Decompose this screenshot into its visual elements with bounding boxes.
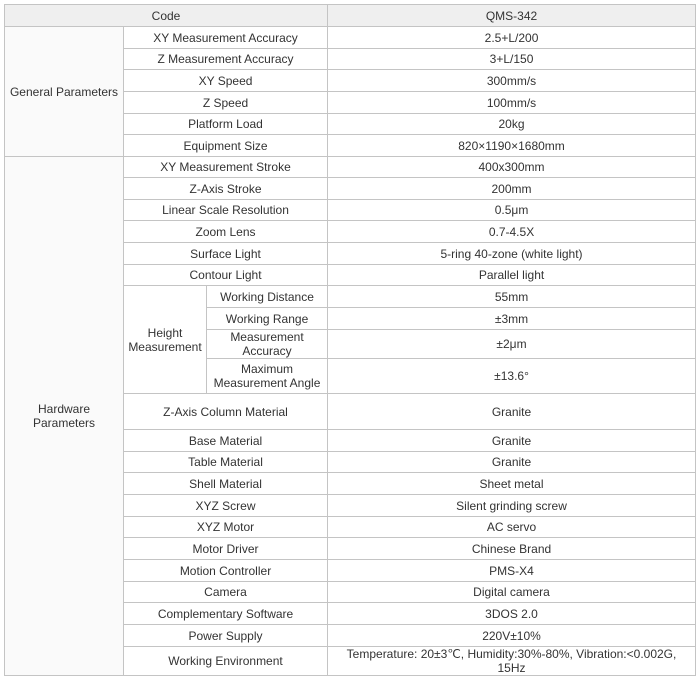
parameter-label: Contour Light — [124, 265, 328, 286]
header-label: Code — [5, 5, 328, 27]
parameter-value: Granite — [328, 430, 696, 452]
parameter-label: Motion Controller — [124, 560, 328, 582]
parameter-label: Equipment Size — [124, 135, 328, 157]
parameter-value: Temperature: 20±3℃, Humidity:30%-80%, Vibration:<0.002G, 15Hz — [328, 647, 696, 676]
parameter-value: ±2μm — [328, 330, 696, 359]
group-label: Hardware Parameters — [5, 157, 124, 676]
parameter-value: ±3mm — [328, 308, 696, 330]
parameter-value: Sheet metal — [328, 473, 696, 495]
parameter-value: 3+L/150 — [328, 49, 696, 70]
parameter-value: 55mm — [328, 286, 696, 308]
parameter-label: Zoom Lens — [124, 221, 328, 243]
header-value: QMS-342 — [328, 5, 696, 27]
parameter-value: 3DOS 2.0 — [328, 603, 696, 625]
parameter-value: Granite — [328, 394, 696, 430]
table-row — [5, 27, 696, 49]
parameter-value: 0.7-4.5X — [328, 221, 696, 243]
parameter-label: Z Measurement Accuracy — [124, 49, 328, 70]
parameter-value: 100mm/s — [328, 92, 696, 114]
parameter-label: Table Material — [124, 452, 328, 473]
parameter-value: 20kg — [328, 114, 696, 135]
parameter-label: Shell Material — [124, 473, 328, 495]
parameter-value: 0.5μm — [328, 200, 696, 221]
parameter-value: 2.5+L/200 — [328, 27, 696, 49]
group-label: General Parameters — [5, 27, 124, 157]
parameter-value: Digital camera — [328, 582, 696, 603]
parameter-label: XYZ Screw — [124, 495, 328, 517]
parameter-label: Measurement Accuracy — [207, 330, 328, 359]
parameter-value: 300mm/s — [328, 70, 696, 92]
parameter-label: XY Measurement Stroke — [124, 157, 328, 178]
parameter-label: Working Environment — [124, 647, 328, 676]
parameter-value: Parallel light — [328, 265, 696, 286]
parameter-label: XY Measurement Accuracy — [124, 27, 328, 49]
parameter-label: XYZ Motor — [124, 517, 328, 538]
parameter-value: 5-ring 40-zone (white light) — [328, 243, 696, 265]
header-row — [5, 5, 696, 27]
parameter-value: Silent grinding screw — [328, 495, 696, 517]
parameter-label: Z-Axis Stroke — [124, 178, 328, 200]
parameter-label: Platform Load — [124, 114, 328, 135]
specification-table — [4, 4, 696, 676]
parameter-value: 400x300mm — [328, 157, 696, 178]
parameter-label: Working Range — [207, 308, 328, 330]
parameter-label: Power Supply — [124, 625, 328, 647]
parameter-label: Complementary Software — [124, 603, 328, 625]
parameter-label: Motor Driver — [124, 538, 328, 560]
parameter-label: Working Distance — [207, 286, 328, 308]
parameter-value: ±13.6° — [328, 359, 696, 394]
parameter-label: Maximum Measurement Angle — [207, 359, 328, 394]
parameter-value: 820×1190×1680mm — [328, 135, 696, 157]
table-row — [5, 157, 696, 178]
parameter-value: 220V±10% — [328, 625, 696, 647]
parameter-label: Camera — [124, 582, 328, 603]
parameter-value: Chinese Brand — [328, 538, 696, 560]
parameter-value: PMS-X4 — [328, 560, 696, 582]
parameter-label: Z-Axis Column Material — [124, 394, 328, 430]
parameter-group-label: Height Measurement — [124, 286, 207, 394]
parameter-label: Base Material — [124, 430, 328, 452]
parameter-label: Surface Light — [124, 243, 328, 265]
parameter-label: Linear Scale Resolution — [124, 200, 328, 221]
parameter-label: XY Speed — [124, 70, 328, 92]
parameter-value: 200mm — [328, 178, 696, 200]
parameter-label: Z Speed — [124, 92, 328, 114]
specification-table-body — [5, 5, 696, 676]
parameter-value: Granite — [328, 452, 696, 473]
parameter-value: AC servo — [328, 517, 696, 538]
